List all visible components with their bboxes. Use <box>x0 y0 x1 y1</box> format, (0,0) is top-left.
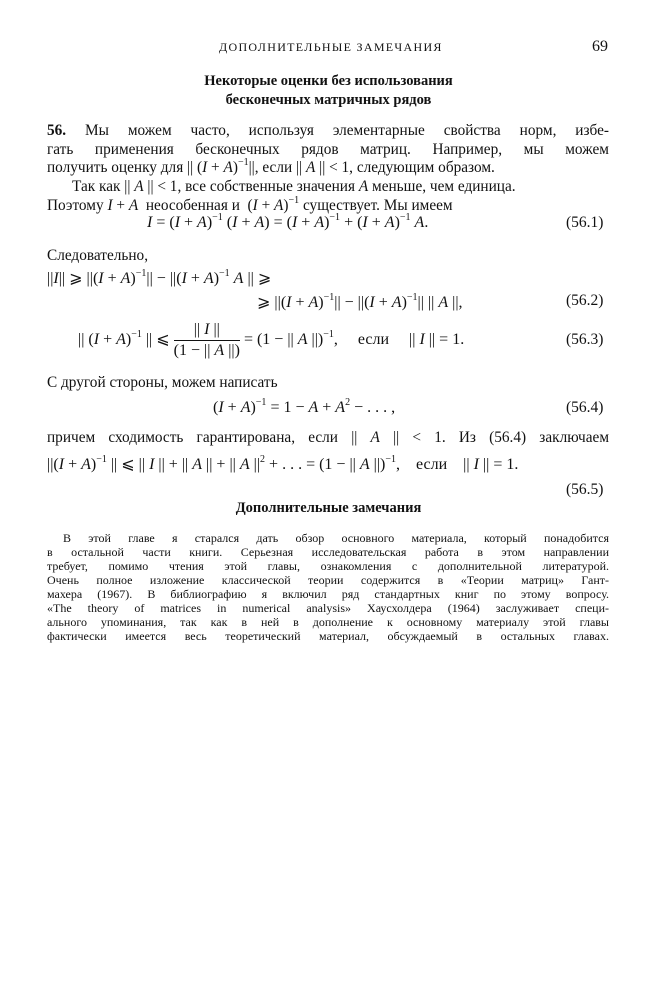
remarks-title: Дополнительные замечания <box>235 500 422 516</box>
remarks-line-8: фактически имеется весь теоретический материал, обсуждаемый в остальных главах. <box>47 629 609 643</box>
remarks-line-4: Очень полное изложение классической теории содержится в «Теории матриц» Гант- <box>47 573 609 587</box>
convergence-text: причем сходимость гарантирована, если || A || < 1. Из (56.4) заключаем <box>47 429 609 446</box>
para2-line1: Так как || A || < 1, все собственные значения A меньше, чем единица. <box>72 178 516 195</box>
eqno-56-1: (56.1) <box>566 214 604 231</box>
eqno-56-2: (56.2) <box>566 292 604 309</box>
page-number: 69 <box>592 38 608 55</box>
remarks-line-6: «The theory of matrices in numerical analysis» Хаусхолдера (1964) заслуживает специ- <box>47 601 609 615</box>
remarks-line-5: махера (1967). В библиографию я включил ряд стандартных книг по этому вопросу. <box>47 587 609 601</box>
other-side-text: С другой стороны, можем написать <box>47 374 278 391</box>
remarks-line-2: в остальной части книги. Серьезная исследовательская работа в этом направлении <box>47 545 609 559</box>
equation-56-2-line2: ⩾ $||(I + A)^{-1}|| - ||(I + A)^{-1}||$ || A ||, <box>257 292 463 311</box>
equation-56-5: $||(I + A)^{-1}$ || ⩽ || I || + || A || + || A $||^2$ + . . . = (1 − || A ||)$^{-1}$, если || I || = 1. <box>47 454 519 473</box>
remarks-line-1: В этой главе я старался дать обзор основного материала, который понадобится <box>63 531 609 545</box>
eqno-56-4: (56.4) <box>566 399 604 416</box>
equation-56-3: || $(I + A)^{-1}$ || ⩽ $\frac{|| I ||}{(1 - || A ||)}$ = (1 − || A ||)$^{-1}$, если || I || = 1. <box>78 321 465 359</box>
section-title-line1: Некоторые оценки без использования <box>204 73 453 89</box>
running-header: ДОПОЛНИТЕЛЬНЫЕ ЗАМЕЧАНИЯ <box>219 40 443 54</box>
equation-56-2-line1: ||I|| ⩾ $||(I + A)^{-1}|| - ||(I + A)^{-1}$ A || ⩾ <box>47 268 272 287</box>
para1-line2: гать применения бесконечных рядов матриц. Например, мы можем <box>47 141 609 158</box>
eqno-56-5: (56.5) <box>566 481 604 498</box>
para1-line3: получить оценку для || $(I + A)^{-1}||$, если || A || < 1, следующим образом. <box>47 157 495 176</box>
equation-56-4: $(I + A)^{-1} = 1 - A + A^2$ − . . . , <box>213 397 396 416</box>
hence-text: Следовательно, <box>47 247 149 264</box>
section-title-line2: бесконечных матричных рядов <box>225 92 432 108</box>
eqno-56-3: (56.3) <box>566 331 604 348</box>
para1-line1: 56. Мы можем часто, используя элементарные свойства норм, избе- <box>47 122 610 139</box>
remarks-line-3: требует, помимо чтения этой главы, ознакомления с дополнительной литературой. <box>47 559 609 573</box>
para2-line2: Поэтому I + A неособенная и $(I + A)^{-1}$ существует. Мы имеем <box>47 195 453 214</box>
equation-56-1: $I = (I + A)^{-1}$ $(I + A) = (I + A)^{-1} + (I + A)^{-1}$ A. <box>147 212 429 231</box>
paragraph-number: 56. <box>47 122 67 139</box>
remarks-line-7: ального упоминания, так как в ней в дополнение к основному материалу этой главы <box>47 615 609 629</box>
